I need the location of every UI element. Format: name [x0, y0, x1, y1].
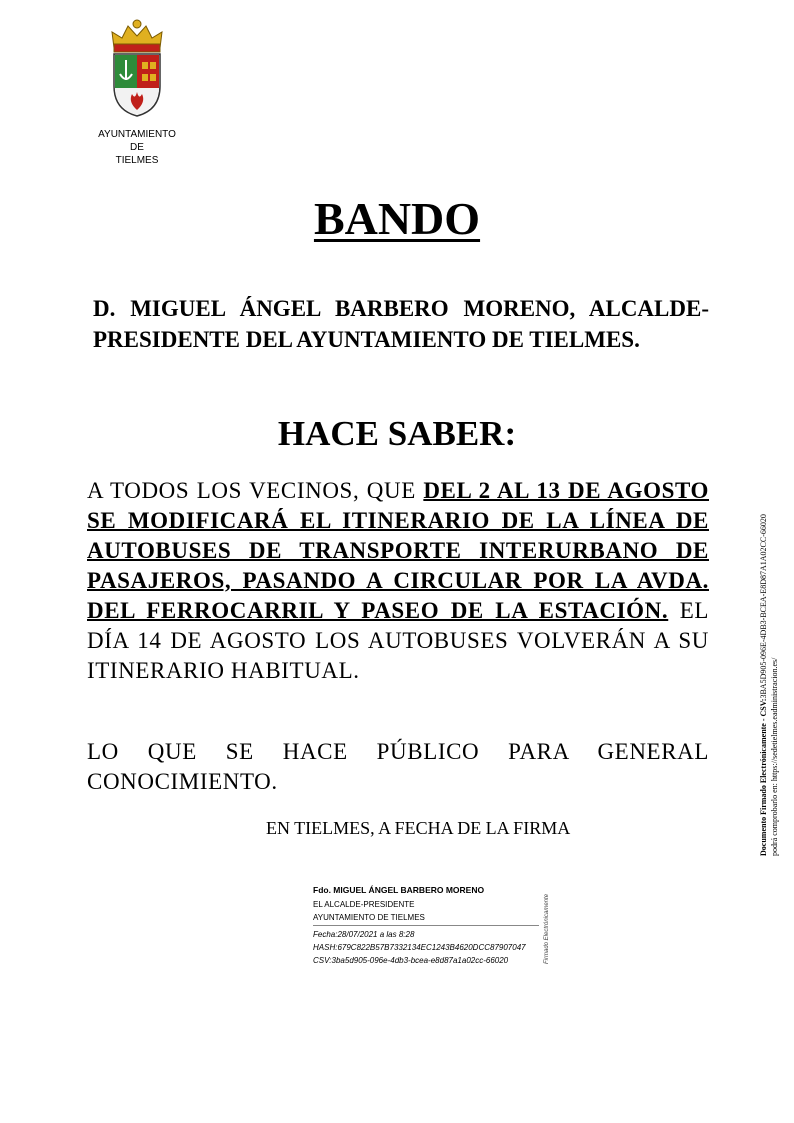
- side-line-1: [758, 456, 769, 856]
- side-verification-note: [758, 456, 784, 856]
- announcement-heading: HACE SABER:: [277, 414, 517, 453]
- document-title: BANDO: [313, 193, 481, 244]
- body-rest: EL DÍA 14 DE AGOSTO LOS AUTOBUSES VOLVERÁN A SU ITINERARIO HABITUAL.: [87, 598, 709, 683]
- body-intro: A TODOS LOS VECINOS, QUE: [87, 478, 424, 503]
- org-line: TIELMES: [115, 155, 159, 166]
- signer-org: AYUNTAMIENTO DE TIELMES: [313, 911, 539, 926]
- place-date: EN TIELMES, A FECHA DE LA FIRMA: [266, 818, 571, 838]
- signature-stamp: [544, 894, 554, 964]
- electronic-signature-block: [313, 884, 539, 967]
- notice-body: [87, 476, 709, 686]
- org-line: DE: [130, 142, 144, 153]
- side-line-2: podrá comprobarlo en: https://sedetielmes.eadministracion.es/: [770, 657, 779, 856]
- signer-name: Fdo. MIGUEL ÁNGEL BARBERO MORENO: [313, 885, 485, 895]
- signer-role: EL ALCALDE-PRESIDENTE: [313, 900, 415, 909]
- issuer-statement: D. MIGUEL ÁNGEL BARBERO MORENO, ALCALDE-PRESIDENTE DEL AYUNTAMIENTO DE TIELMES.: [93, 296, 709, 352]
- side-line-1-csv: 3BA5D905-096E-4DB3-BCEA-E8D87A1A02CC-66020: [759, 514, 768, 699]
- signature-csv: CSV:3ba5d905-096e-4db3-bcea-e8d87a1a02cc-66020: [313, 956, 509, 965]
- municipality-name: [82, 128, 192, 167]
- coat-of-arms-logo: [106, 18, 168, 118]
- body-highlight: DEL 2 AL 13 DE AGOSTO SE MODIFICARÁ EL ITINERARIO DE LA LÍNEA DE AUTOBUSES DE TRANSPORTE INTERURBANO DE PASAJEROS, PASANDO A CIRCULAR POR LA AVDA. DEL FERROCARRIL Y PASEO DE LA ESTACIÓN.: [87, 478, 709, 623]
- signature-hash: HASH:679C822B57B7332134EC1243B4620DCC87907047: [313, 943, 526, 952]
- closing-statement: LO QUE SE HACE PÚBLICO PARA GENERAL CONOCIMIENTO.: [87, 739, 709, 794]
- stamp-text: Firmado Electrónicamente: [544, 893, 550, 964]
- signature-date: Fecha:28/07/2021 a las 8:28: [313, 930, 415, 939]
- side-line-1-bold: Documento Firmado Electrónicamente - CSV:: [759, 698, 768, 856]
- org-line: AYUNTAMIENTO: [98, 129, 176, 140]
